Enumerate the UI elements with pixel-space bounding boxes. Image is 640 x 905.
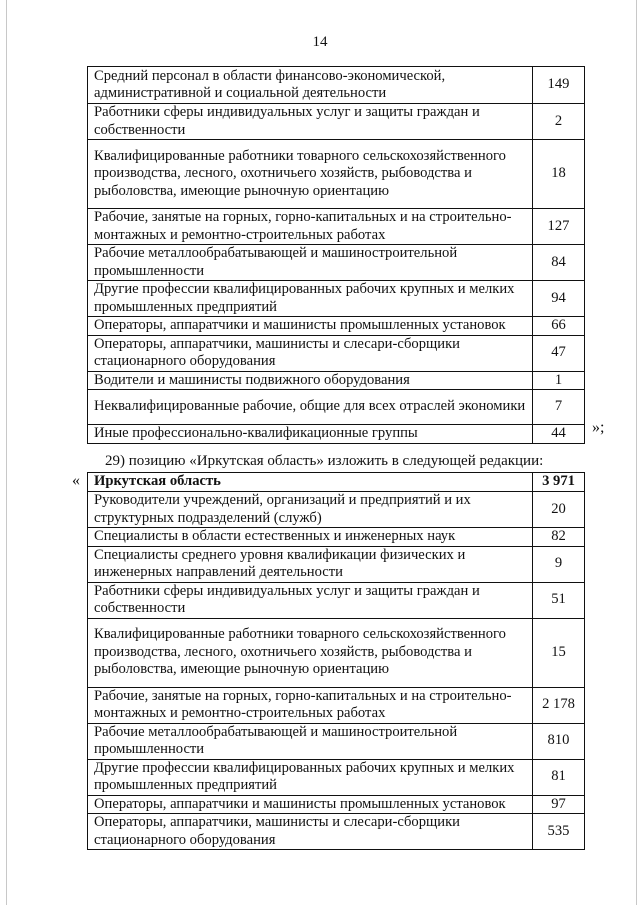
table-row — [88, 492, 585, 528]
amendment-instruction: 29) позицию «Иркутская область» изложить в следующей редакции: — [105, 453, 544, 469]
occupation-count: 47 — [533, 335, 585, 371]
occupation-label: Другие профессии квалифицированных рабочих крупных и мелких промышленных предприятий — [88, 759, 533, 795]
table-row — [88, 104, 585, 140]
occupation-count: 94 — [533, 281, 585, 317]
table-row — [88, 209, 585, 245]
region-total: 3 971 — [533, 473, 585, 492]
occupation-label: Рабочие металлообрабатывающей и машиностроительной промышленности — [88, 245, 533, 281]
occupation-count: 127 — [533, 209, 585, 245]
region-header-row — [88, 473, 585, 492]
occupation-label: Рабочие, занятые на горных, горно-капитальных и на строительно-монтажных и ремонтно-строительных работах — [88, 209, 533, 245]
occupation-count: 20 — [533, 492, 585, 528]
occupation-count: 149 — [533, 67, 585, 104]
table1-body — [88, 67, 585, 444]
occupation-label: Руководители учреждений, организаций и предприятий и их структурных подразделений (служб) — [88, 492, 533, 528]
occupation-label: Квалифицированные работники товарного сельскохозяйственного производства, лесного, охотничьего хозяйств, рыбоводства и рыболовства, имеющие рыночную ориентацию — [88, 140, 533, 209]
scan-edge-right — [636, 0, 637, 905]
occupation-label: Водители и машинисты подвижного оборудования — [88, 371, 533, 390]
table-row — [88, 317, 585, 336]
table-row — [88, 687, 585, 723]
occupation-label: Специалисты среднего уровня квалификации физических и инженерных направлений деятельности — [88, 546, 533, 582]
occupation-count: 2 178 — [533, 687, 585, 723]
closing-quote: »; — [592, 419, 605, 436]
page-number: 14 — [312, 34, 328, 50]
table-row — [88, 814, 585, 850]
occupation-label: Работники сферы индивидуальных услуг и защиты граждан и собственности — [88, 582, 533, 618]
occupation-label: Неквалифицированные рабочие, общие для всех отраслей экономики — [88, 390, 533, 425]
occupation-label: Работники сферы индивидуальных услуг и защиты граждан и собственности — [88, 104, 533, 140]
occupation-count: 44 — [533, 425, 585, 444]
occupation-label: Операторы, аппаратчики и машинисты промышленных установок — [88, 317, 533, 336]
occupation-count: 7 — [533, 390, 585, 425]
table-row — [88, 140, 585, 209]
occupation-label: Операторы, аппаратчики, машинисты и слесари-сборщики стационарного оборудования — [88, 335, 533, 371]
table-row — [88, 795, 585, 814]
table-row — [88, 67, 585, 104]
occupation-count: 1 — [533, 371, 585, 390]
occupation-table-irkutsk — [87, 472, 585, 850]
occupation-count: 9 — [533, 546, 585, 582]
occupation-count: 18 — [533, 140, 585, 209]
table2-body — [88, 473, 585, 850]
occupation-count: 535 — [533, 814, 585, 850]
occupation-label: Специалисты в области естественных и инженерных наук — [88, 528, 533, 547]
table-row — [88, 546, 585, 582]
table-row — [88, 425, 585, 444]
occupation-count: 15 — [533, 618, 585, 687]
table-row — [88, 371, 585, 390]
occupation-label: Операторы, аппаратчики и машинисты промышленных установок — [88, 795, 533, 814]
occupation-label: Операторы, аппаратчики, машинисты и слесари-сборщики стационарного оборудования — [88, 814, 533, 850]
occupation-label: Другие профессии квалифицированных рабочих крупных и мелких промышленных предприятий — [88, 281, 533, 317]
occupation-label: Квалифицированные работники товарного сельскохозяйственного производства, лесного, охотничьего хозяйств, рыбоводства и рыболовства, имеющие рыночную ориентацию — [88, 618, 533, 687]
occupation-count: 810 — [533, 723, 585, 759]
occupation-count: 51 — [533, 582, 585, 618]
region-name: Иркутская область — [88, 473, 533, 492]
occupation-count: 82 — [533, 528, 585, 547]
scan-edge-left — [6, 0, 7, 905]
table-row — [88, 723, 585, 759]
table-row — [88, 390, 585, 425]
occupation-count: 81 — [533, 759, 585, 795]
occupation-table-previous-region — [87, 66, 585, 444]
occupation-label: Рабочие, занятые на горных, горно-капитальных и на строительно-монтажных и ремонтно-строительных работах — [88, 687, 533, 723]
occupation-label: Рабочие металлообрабатывающей и машиностроительной промышленности — [88, 723, 533, 759]
table-row — [88, 528, 585, 547]
table-row — [88, 335, 585, 371]
occupation-count: 66 — [533, 317, 585, 336]
table-row — [88, 582, 585, 618]
occupation-count: 97 — [533, 795, 585, 814]
occupation-count: 84 — [533, 245, 585, 281]
table-row — [88, 759, 585, 795]
table-row — [88, 245, 585, 281]
table-row — [88, 281, 585, 317]
opening-quote: « — [72, 472, 80, 489]
occupation-label: Иные профессионально-квалификационные группы — [88, 425, 533, 444]
occupation-label: Средний персонал в области финансово-экономической, административной и социальной деятельности — [88, 67, 533, 104]
table-row — [88, 618, 585, 687]
occupation-count: 2 — [533, 104, 585, 140]
